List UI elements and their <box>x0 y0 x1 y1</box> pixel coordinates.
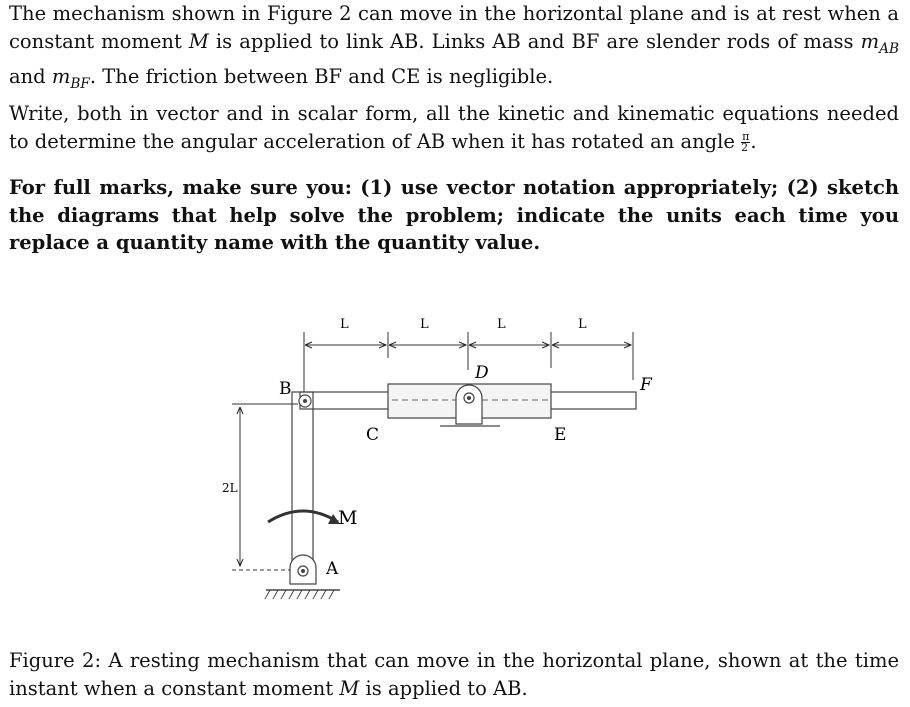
angle-fraction <box>741 129 750 154</box>
dimension-lines <box>304 332 633 392</box>
label-d: D <box>475 363 489 383</box>
p1-text-c: and <box>9 64 52 88</box>
dim-label-1: L <box>340 317 349 332</box>
height-label: 2L <box>222 481 238 495</box>
caption-text-a: Figure 2: A resting mechanism that can move in the horizontal plane, shown at the time instant when a constant moment <box>9 649 899 700</box>
label-f: F <box>640 375 652 395</box>
moment-arrow <box>268 511 340 524</box>
mass-ab-subscript: AB <box>879 40 899 57</box>
height-dimension <box>232 404 298 570</box>
figure-caption <box>9 647 899 702</box>
fraction-denominator: 2 <box>741 140 749 154</box>
label-a: A <box>326 559 339 579</box>
pin-a <box>290 555 316 584</box>
mass-bf-subscript: BF <box>70 75 90 92</box>
label-b: B <box>279 379 292 399</box>
p1-text-d: . The friction between BF and CE is negligible. <box>89 64 554 88</box>
p1-text-b: is applied to link AB. Links AB and BF are slender rods of mass <box>208 29 861 53</box>
mass-ab-symbol: m <box>860 29 880 53</box>
moment-symbol: M <box>188 29 209 53</box>
link-ab <box>292 392 313 570</box>
pin-b <box>299 395 311 407</box>
dim-label-4: L <box>578 317 587 332</box>
caption-moment-symbol: M <box>339 676 360 700</box>
label-c: C <box>366 425 380 445</box>
label-m: M <box>338 507 358 529</box>
ground-support <box>265 590 340 599</box>
caption-text-b: is applied to AB. <box>359 676 528 700</box>
p2-text-b: . <box>750 129 757 153</box>
p1-text-a: The mechanism shown in Figure 2 can move in the horizontal plane and is at rest when a constant moment <box>9 2 899 53</box>
dim-label-3: L <box>497 317 506 332</box>
mass-bf-symbol: m <box>51 64 71 88</box>
p2-text-a: Write, both in vector and in scalar form, all the kinetic and kinematic equations needed to determine the angular acceleration of AB when it has rotated an angle <box>9 102 899 153</box>
label-e: E <box>554 425 567 445</box>
fraction-numerator: π <box>742 129 750 143</box>
problem-paragraph-1 <box>9 0 899 98</box>
mechanism-figure <box>0 300 910 620</box>
problem-paragraph-3: For full marks, make sure you: (1) use vector notation appropriately; (2) sketch the diagrams that help solve the problem; indicate the units each time you replace a quantity name with the quantity value. <box>9 176 899 254</box>
problem-paragraph-2 <box>9 100 899 155</box>
dim-label-2: L <box>420 317 429 332</box>
